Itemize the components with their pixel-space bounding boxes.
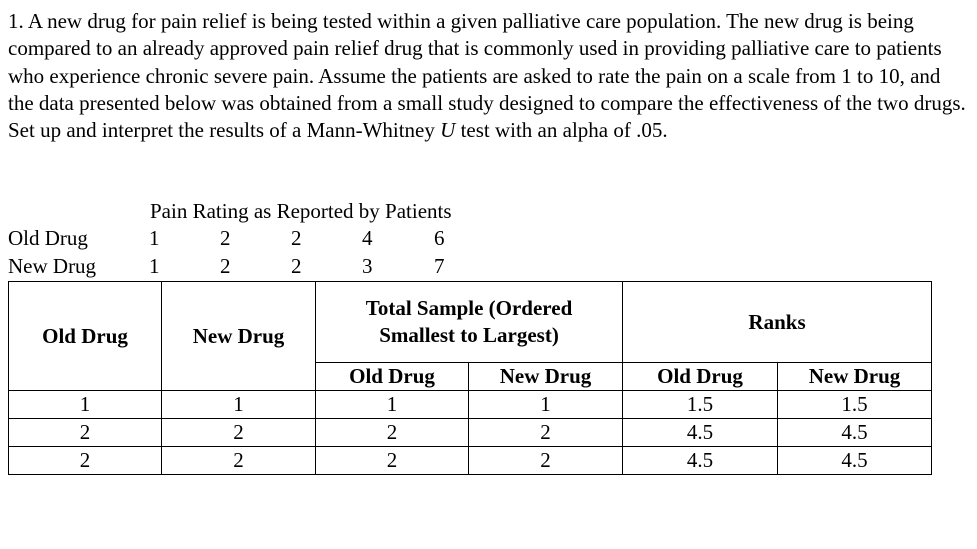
table-cell: 2 — [9, 447, 162, 475]
table-header-row — [9, 282, 932, 363]
header-total-sample: Total Sample (Ordered Smallest to Largest) — [316, 282, 623, 363]
rank-table — [8, 281, 932, 475]
table-cell: 4.5 — [623, 447, 778, 475]
u-statistic-symbol: U — [440, 118, 456, 143]
table-cell: 4.5 — [778, 447, 932, 475]
table-cell: 1 — [469, 391, 623, 419]
table-cell: 1.5 — [623, 391, 778, 419]
raw-row-label-new: New Drug — [8, 254, 97, 278]
question-text — [8, 8, 970, 144]
table-cell: 2 — [469, 447, 623, 475]
table-cell: 2 — [9, 419, 162, 447]
raw-value: 4 — [362, 226, 373, 250]
raw-value: 1 — [149, 254, 160, 278]
raw-value: 2 — [291, 226, 302, 250]
raw-value: 2 — [220, 226, 231, 250]
table-cell: 4.5 — [778, 419, 932, 447]
raw-value: 1 — [149, 226, 160, 250]
subheader-total-old: Old Drug — [316, 363, 469, 391]
table-cell: 2 — [316, 419, 469, 447]
table-cell: 4.5 — [623, 419, 778, 447]
table-cell: 2 — [162, 419, 316, 447]
table-cell: 2 — [469, 419, 623, 447]
raw-value: 2 — [291, 254, 302, 278]
question-body: A new drug for pain relief is being tested within a given palliative care population. The new drug is being compared to an already approved pain relief drug that is commonly used in providing palliative care to patients who experience chronic severe pain. Assume the patients are asked to rate the pain on a scale from 1 to 10, and the data presented below was obtained from a small study designed to compare the effectiveness of the two drugs. Set up and interpret the results of a Mann-Whitney — [8, 9, 966, 143]
header-new-drug: New Drug — [162, 282, 316, 391]
raw-value: 3 — [362, 254, 373, 278]
raw-value: 6 — [434, 226, 445, 250]
header-ranks: Ranks — [623, 282, 932, 363]
question-number: 1. — [8, 9, 24, 33]
table-row — [9, 419, 932, 447]
raw-value: 2 — [220, 254, 231, 278]
table-cell: 1.5 — [778, 391, 932, 419]
table-row — [9, 391, 932, 419]
header-old-drug: Old Drug — [9, 282, 162, 391]
table-cell: 1 — [316, 391, 469, 419]
subheader-ranks-old: Old Drug — [623, 363, 778, 391]
table-cell: 2 — [316, 447, 469, 475]
raw-data-heading: Pain Rating as Reported by Patients — [150, 199, 452, 223]
raw-value: 7 — [434, 254, 445, 278]
raw-row-label-old: Old Drug — [8, 226, 88, 250]
table-cell: 1 — [162, 391, 316, 419]
question-body-end: test with an alpha of .05. — [460, 118, 668, 143]
table-row — [9, 447, 932, 475]
subheader-ranks-new: New Drug — [778, 363, 932, 391]
subheader-total-new: New Drug — [469, 363, 623, 391]
table-cell: 1 — [9, 391, 162, 419]
table-cell: 2 — [162, 447, 316, 475]
